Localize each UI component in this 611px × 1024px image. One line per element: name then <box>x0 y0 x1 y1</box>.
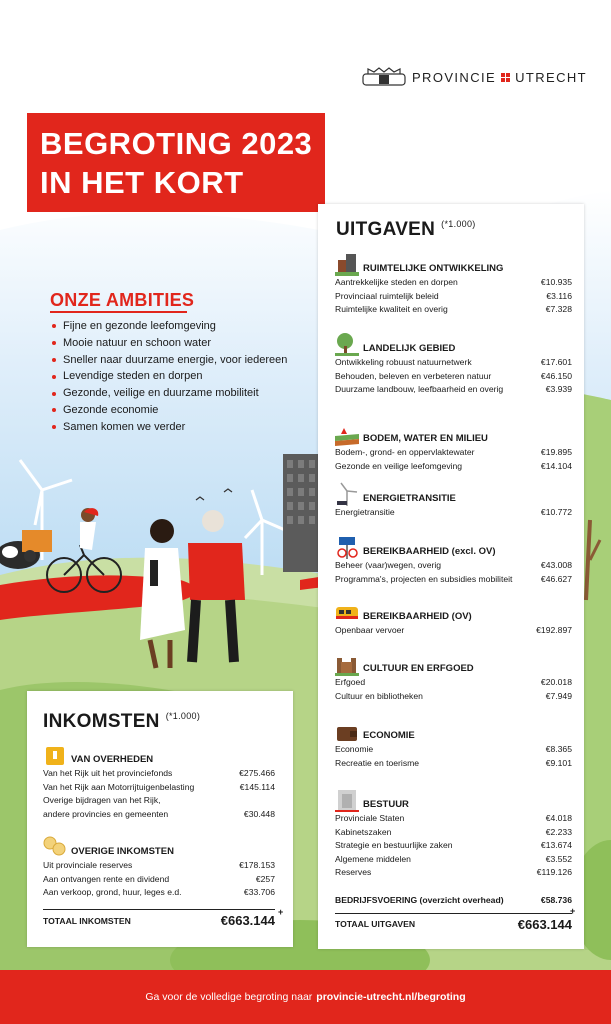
row-label: Energietransitie <box>335 507 395 517</box>
section-ruimtelijke-ontwikkeling <box>318 250 584 317</box>
uitgaven-card <box>318 204 584 949</box>
row-value: €46.627 <box>540 573 572 584</box>
row-label: Behouden, beleven en verbeteren natuur <box>335 370 492 381</box>
table-row <box>335 826 572 840</box>
table-row <box>335 356 572 370</box>
section-title: BODEM, WATER EN MILIEU <box>363 433 488 444</box>
row-value: €20.018 <box>540 677 572 687</box>
ambitie-label: Samen komen we verder <box>63 420 186 433</box>
inkomsten-heading-text: INKOMSTEN <box>43 711 160 732</box>
section-header <box>335 786 572 812</box>
row-value: €4.018 <box>545 813 572 823</box>
section-title: VAN OVERHEDEN <box>71 754 154 765</box>
row-label: andere provincies en gemeenten <box>43 808 169 819</box>
table-row <box>335 757 572 771</box>
page-title <box>27 113 325 212</box>
soil-water-icon <box>335 422 359 446</box>
row-value: €3.939 <box>545 384 572 395</box>
row-label: Openbaar vervoer <box>335 625 405 635</box>
ambitie-label: Fijne en gezonde leefomgeving <box>63 320 216 332</box>
section-header <box>335 650 572 676</box>
ambities-list <box>52 318 287 436</box>
section-header <box>335 480 572 506</box>
row-value: €19.895 <box>540 447 572 457</box>
table-row <box>335 506 572 520</box>
list-item <box>52 368 287 385</box>
table-row <box>335 303 572 317</box>
government-building-icon <box>335 788 359 812</box>
section-bereikbaarheid-ov <box>318 598 584 638</box>
plus-sign: + <box>278 907 284 917</box>
row-value: €33.706 <box>243 887 275 898</box>
row-value: €43.008 <box>540 560 572 570</box>
section-bestuur <box>318 786 584 880</box>
row-label: Provinciaal ruimtelijk beleid <box>335 290 439 301</box>
list-item <box>52 419 287 436</box>
red-cross-icon <box>501 73 510 82</box>
section-title: LANDELIJK GEBIED <box>363 343 456 354</box>
row-value: €10.935 <box>540 277 572 287</box>
row-value: €145.114 <box>239 781 275 792</box>
ambities-title: ONZE AMBITIES <box>50 290 195 310</box>
provincie-utrecht-logo <box>362 66 587 88</box>
coins-icon <box>43 835 67 859</box>
row-label: Overige bijdragen van het Rijk, <box>43 795 161 806</box>
section-overige-inkomsten <box>27 833 293 900</box>
section-title: RUIMTELIJKE ONTWIKKELING <box>363 263 504 274</box>
row-value: €7.328 <box>545 304 572 315</box>
uitgaven-heading-text: UITGAVEN <box>336 219 436 240</box>
row-label: Ruimtelijke kwaliteit en overig <box>335 304 448 315</box>
inkomsten-unit: (*1.000) <box>165 711 201 721</box>
row-label: Uit provinciale reserves <box>43 860 133 870</box>
ambitie-label: Levendige steden en dorpen <box>63 370 203 383</box>
bullet-icon <box>52 324 56 328</box>
table-row <box>335 853 572 867</box>
ambitie-label: Gezonde economie <box>63 403 159 416</box>
row-value: €275.466 <box>239 768 275 778</box>
plus-sign: + <box>570 906 576 916</box>
list-item <box>52 402 287 419</box>
section-cultuur-en-erfgoed <box>318 650 584 703</box>
row-value: €14.104 <box>540 460 572 471</box>
row-label: Gezonde en veilige leefomgeving <box>335 460 463 471</box>
inkomsten-card <box>27 691 293 947</box>
section-header <box>335 250 572 276</box>
row-label: Erfgoed <box>335 677 366 687</box>
row-label: Recreatie en toerisme <box>335 757 420 768</box>
row-label: Beheer (vaar)wegen, overig <box>335 560 442 570</box>
list-item <box>52 318 287 335</box>
total-label: TOTAAL INKOMSTEN <box>43 915 131 926</box>
section-header <box>43 833 275 859</box>
table-row <box>43 859 275 873</box>
row-label: Algemene middelen <box>335 853 411 864</box>
row-value: €10.772 <box>540 507 572 517</box>
row-value: €3.116 <box>546 290 572 301</box>
row-value: €192.897 <box>536 625 572 635</box>
uitgaven-unit: (*1.000) <box>441 219 476 229</box>
section-header <box>43 741 275 767</box>
bullet-icon <box>52 408 56 412</box>
table-row <box>335 446 572 460</box>
section-header <box>335 420 572 446</box>
row-value: €8.365 <box>545 744 572 754</box>
section-title: BEREIKBAARHEID (excl. OV) <box>363 546 496 557</box>
bullet-icon <box>52 341 56 345</box>
section-bodem-water-milieu <box>318 420 584 473</box>
section-title: BESTUUR <box>363 799 409 810</box>
row-label: Van het Rijk uit het provinciefonds <box>43 768 173 778</box>
row-value: €2.233 <box>545 826 572 837</box>
row-label: Aan ontvangen rente en dividend <box>43 873 170 884</box>
row-value: €13.674 <box>540 840 572 851</box>
tree-icon <box>335 332 359 356</box>
row-value: €257 <box>255 873 275 884</box>
row-label: Kabinetszaken <box>335 826 392 837</box>
wind-turbine-icon <box>335 482 359 506</box>
buildings-icon <box>335 252 359 276</box>
table-row <box>335 624 572 638</box>
divider <box>43 909 275 910</box>
row-label: Bodem-, grond- en oppervlaktewater <box>335 447 475 457</box>
table-row <box>335 743 572 757</box>
section-energietransitie <box>318 480 584 520</box>
table-row <box>335 460 572 474</box>
section-header <box>335 533 572 559</box>
table-row <box>335 690 572 704</box>
total-row <box>335 917 572 932</box>
logo-wordmark <box>412 70 587 85</box>
table-row <box>335 383 572 397</box>
table-row <box>335 276 572 290</box>
total-value: €663.144 <box>220 913 275 928</box>
bullet-icon <box>52 425 56 429</box>
uitgaven-heading <box>336 219 476 241</box>
bullet-icon <box>52 375 56 379</box>
overhead-label: BEDRIJFSVOERING (overzicht overhead) <box>335 895 504 905</box>
list-item <box>52 335 287 352</box>
row-value: €7.949 <box>545 690 572 701</box>
table-row <box>335 559 572 573</box>
table-row <box>43 781 275 795</box>
inkomsten-heading <box>43 711 200 733</box>
row-label: Aan verkoop, grond, huur, leges e.d. <box>43 887 182 898</box>
table-row <box>43 767 275 781</box>
footer-text: Ga voor de volledige begroting naar <box>145 991 313 1003</box>
section-economie <box>318 717 584 770</box>
moneybag-icon <box>43 743 67 767</box>
section-header <box>335 717 572 743</box>
row-label: Provinciale Staten <box>335 813 405 823</box>
section-van-overheden <box>27 741 293 821</box>
title-line-2: IN HET KORT <box>40 165 244 200</box>
total-row <box>43 913 275 928</box>
coat-of-arms-icon <box>362 66 406 88</box>
list-item <box>52 352 287 369</box>
table-row <box>335 290 572 304</box>
bicycle-sign-icon <box>335 535 359 559</box>
section-header <box>335 330 572 356</box>
total-label: TOTAAL UITGAVEN <box>335 919 416 930</box>
row-label: Ontwikkeling robuust natuurnetwerk <box>335 357 472 367</box>
logo-word-utrecht: UTRECHT <box>515 69 587 85</box>
row-value: €119.126 <box>536 867 572 878</box>
ambitie-label: Gezonde, veilige en duurzame mobiliteit <box>63 387 259 400</box>
row-value: €9.101 <box>545 757 572 768</box>
row-label: Cultuur en bibliotheken <box>335 690 423 701</box>
row-label: Programma's, projecten en subsidies mobiliteit <box>335 573 513 584</box>
title-line-1: BEGROTING 2023 <box>40 126 313 161</box>
row-label: Strategie en bestuurlijke zaken <box>335 840 453 851</box>
section-bereikbaarheid-excl-ov <box>318 533 584 586</box>
table-row <box>43 808 275 822</box>
ambitie-label: Mooie natuur en schoon water <box>63 336 211 349</box>
table-row <box>335 866 572 880</box>
section-title: OVERIGE INKOMSTEN <box>71 846 174 857</box>
row-value: €3.552 <box>545 853 572 864</box>
table-row <box>43 886 275 900</box>
row-value: €17.601 <box>540 357 572 367</box>
bullet-icon <box>52 358 56 362</box>
section-header <box>335 598 572 624</box>
row-label: Economie <box>335 744 374 754</box>
table-row <box>335 370 572 384</box>
footer-bar <box>0 970 611 1024</box>
ambities-underline <box>50 311 187 313</box>
inkomsten-footer <box>27 909 293 928</box>
ambitie-label: Sneller naar duurzame energie, voor iedereen <box>63 353 288 366</box>
row-label: Van het Rijk aan Motorrijtuigenbelasting <box>43 781 195 792</box>
section-landelijk-gebied <box>318 330 584 397</box>
row-value: €30.448 <box>243 808 275 819</box>
table-row <box>335 676 572 690</box>
footer-link[interactable]: provincie-utrecht.nl/begroting <box>316 991 466 1003</box>
table-row <box>335 839 572 853</box>
section-title: CULTUUR EN ERFGOED <box>363 663 474 674</box>
table-row <box>43 794 275 808</box>
list-item <box>52 385 287 402</box>
section-title: ECONOMIE <box>363 730 415 741</box>
bullet-icon <box>52 392 56 396</box>
table-row <box>335 573 572 587</box>
row-label: Duurzame landbouw, leefbaarheid en overig <box>335 384 504 395</box>
section-title: ENERGIETRANSITIE <box>363 493 456 504</box>
overhead-row <box>335 894 572 908</box>
divider <box>335 913 572 914</box>
row-label: Reserves <box>335 867 372 878</box>
row-value: €178.153 <box>239 860 275 870</box>
overhead-value: €58.736 <box>540 895 572 905</box>
row-value: €46.150 <box>540 370 572 381</box>
train-icon <box>335 600 359 624</box>
table-row <box>335 812 572 826</box>
wallet-icon <box>335 719 359 743</box>
table-row <box>43 873 275 887</box>
uitgaven-footer <box>318 894 584 932</box>
logo-word-provincie: PROVINCIE <box>411 69 497 85</box>
section-title: BEREIKBAARHEID (OV) <box>363 611 472 622</box>
total-value: €663.144 <box>517 916 572 932</box>
castle-icon <box>335 652 359 676</box>
row-label: Aantrekkelijke steden en dorpen <box>335 277 458 287</box>
